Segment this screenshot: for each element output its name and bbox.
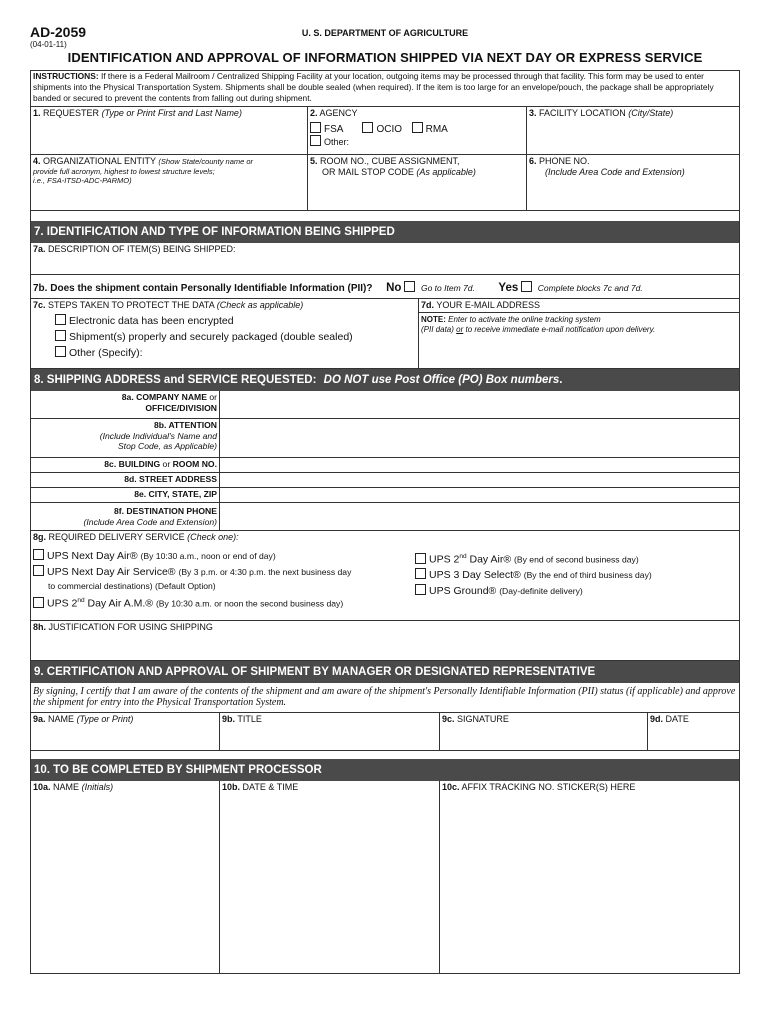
requester-field[interactable] [31,107,308,154]
8d-label: 8d. STREET ADDRESS [31,473,220,487]
ups-ground-label: UPS Ground® [429,584,497,597]
8b-label: 8b. ATTENTION [153,420,217,430]
form-header [30,22,740,70]
9a-number: 9a. [33,714,46,724]
9a-label: NAME [48,714,75,724]
9c-number: 9c. [442,714,455,724]
approver-title-field[interactable] [220,713,440,750]
9b-label: TITLE [237,714,262,724]
section-9-header: 9. CERTIFICATION AND APPROVAL OF SHIPMENT BY MANAGER OR DESIGNATED REPRESENTATIVE [30,661,740,683]
block1-number: 1. [33,108,41,118]
street-row [30,473,740,488]
8a-label: 8a. COMPANY NAME [121,392,207,402]
company-name-input[interactable] [220,391,739,418]
block4-label: ORGANIZATIONAL ENTITY [43,156,156,166]
other-protection-label: Other (Specify): [69,347,143,359]
agency-fsa-label: FSA [324,124,343,135]
ups-2nd-day-air-sup: nd [459,553,467,560]
pii-question-row [30,275,740,299]
ups-2nd-day-air-am-sup: nd [77,597,85,604]
8a-or: or [209,392,217,402]
ups-next-day-air-checkbox[interactable] [33,549,44,560]
pii-no-hint: Go to Item 7d. [420,283,475,293]
block4-hint1: (Show State/county name or [158,157,254,166]
8a-label2: OFFICE/DIVISION [145,402,217,413]
7d-number: 7d. [421,300,435,310]
ups-2nd-day-air-am-label-b: Day Air A.M.® [84,597,154,610]
form-number: AD-2059 [30,24,87,40]
destination-phone-input[interactable] [220,503,739,530]
8b-hint2: Stop Code, as Applicable) [117,441,217,451]
8c-or: or [162,459,171,469]
department-name: U. S. DEPARTMENT OF AGRICULTURE [301,28,469,38]
7a-number: 7a. [33,244,46,254]
7d-note2b: or [456,325,464,334]
ups-3-day-select-label: UPS 3 Day Select® [429,569,521,581]
certification-statement-row [30,683,740,713]
phone-number-field[interactable] [527,155,739,210]
9a-hint: (Type or Print) [76,714,134,724]
ups-next-day-air-label: UPS Next Day Air® [47,550,138,562]
8g-hint: (Check one): [187,532,239,542]
10c-number: 10c. [442,782,460,792]
ups-2nd-day-air-label-b: Day Air® [466,553,512,566]
7c-hint: (Check as applicable) [216,300,304,310]
form-revision: (04-01-11) [30,40,67,49]
10b-number: 10b. [222,782,241,792]
8c-label2: ROOM NO. [172,459,217,469]
section-8-header: 8. SHIPPING ADDRESS and SERVICE REQUESTED: DO NOT use Post Office (PO) Box numbers. [30,369,740,391]
block3-hint: (City/State) [628,108,674,118]
block6-number: 6. [529,156,537,166]
7d-note2a: (PII data) [421,325,454,334]
section-8-warning: DO NOT use Post Office (PO) Box numbers [323,374,560,386]
processor-row [30,781,740,974]
agency-rma-checkbox[interactable] [412,122,423,133]
block1-hint: (Type or Print First and Last Name) [101,108,242,118]
block6-hint: (Include Area Code and Extension) [545,167,685,177]
ups-next-day-air-detail: (By 10:30 a.m., noon or end of day) [140,551,276,561]
7d-note1: Enter to activate the online tracking system [448,315,601,324]
agency-rma-label: RMA [425,124,448,135]
8g-label: REQUIRED DELIVERY SERVICE [48,532,185,542]
7d-note2c: to receive immediate e-mail notification upon delivery. [465,325,656,334]
ups-2nd-day-air-checkbox[interactable] [415,553,426,564]
row-blocks-4-6 [30,155,740,211]
instructions-text: If there is a Federal Mailroom / Centralized Shipping Facility at your location, outgoing items may be processed through that facility. This form may be used to enter shipments into the Physical Transportation System. Shipments shall be double sealed (when required). If the item is too large for an envelope/pouch, the package shall be appropriately banded or secured to prevent the contents from falling out during shipment. [33,71,714,103]
ups-3-day-select-checkbox[interactable] [415,568,426,579]
agency-fsa-checkbox[interactable] [310,122,321,133]
ups-next-day-air-service-detail: (By 3 p.m. or 4:30 p.m. the next business day [178,566,352,577]
city-row [30,488,740,503]
block3-number: 3. [529,108,537,118]
ups-2nd-day-air-am-detail: (By 10:30 a.m. or noon the second business day) [155,598,344,609]
processor-initials-field[interactable] [31,781,220,973]
form-ad-2059 [30,22,740,974]
8f-label: 8f. DESTINATION PHONE [114,506,217,516]
row-blocks-1-3 [30,107,740,155]
attention-input[interactable] [220,419,739,457]
block4-hint3: i.e., FSA-ITSD-ADC-PARMO) [33,176,132,185]
room-number-field[interactable] [308,155,527,210]
9c-label: SIGNATURE [457,714,509,724]
block5-label: ROOM NO., CUBE ASSIGNMENT, [320,156,460,166]
section-10-header: 10. TO BE COMPLETED BY SHIPMENT PROCESSOR [30,759,740,781]
8g-number: 8g. [33,532,47,542]
block5-hint: (As applicable) [416,167,476,177]
agency-other-checkbox[interactable] [310,135,321,146]
justification-field[interactable] [30,621,740,661]
section-7-header: 7. IDENTIFICATION AND TYPE OF INFORMATION BEING SHIPPED [30,221,740,243]
block2-number: 2. [310,108,318,118]
pii-yes-hint: Complete blocks 7c and 7d. [537,283,643,293]
ups-next-day-air-service-detail2: to commercial destinations) (Default Option) [48,581,216,591]
ups-next-day-air-service-checkbox[interactable] [33,565,44,576]
packaged-label: Shipment(s) properly and securely packaged (double sealed) [69,331,353,343]
other-protection-checkbox[interactable] [55,346,66,357]
ups-ground-detail: (Day-definite delivery) [499,585,583,596]
8b-hint1: (Include Individual's Name and [99,430,217,441]
signature-field[interactable] [440,713,648,750]
block3-label: FACILITY LOCATION [539,108,626,118]
destination-phone-row [30,503,740,531]
processor-datetime-field[interactable] [220,781,440,973]
7a-label: DESCRIPTION OF ITEM(S) BEING SHIPPED: [48,244,236,254]
7d-note-label: NOTE: [421,315,446,324]
spacer-10 [30,751,740,759]
street-input[interactable] [220,473,739,487]
ups-2nd-day-air-am-label-a: UPS 2 [47,597,78,610]
form-title: IDENTIFICATION AND APPROVAL OF INFORMATION SHIPPED VIA NEXT DAY OR EXPRESS SERVICE [67,50,703,65]
delivery-service-row [30,531,740,621]
approver-name-field[interactable] [31,713,220,750]
block5-number: 5. [310,156,318,166]
7b-question: Does the shipment contain Personally Identifiable Information (PII)? [50,283,373,294]
agency-field [308,107,527,154]
approval-row [30,713,740,751]
agency-ocio-checkbox[interactable] [362,122,373,133]
row-7c-7d [30,299,740,369]
encrypted-label: Electronic data has been encrypted [69,315,234,327]
ups-ground-checkbox[interactable] [415,584,426,595]
10a-hint: (Initials) [81,782,114,792]
description-field[interactable] [30,243,740,275]
8e-label: 8e. CITY, STATE, ZIP [31,488,220,502]
ups-next-day-air-service-label: UPS Next Day Air Service® [47,565,176,578]
email-address-field[interactable] [419,299,739,368]
block2-label: AGENCY [319,108,358,118]
block6-label: PHONE NO. [539,156,590,166]
8f-hint: (Include Area Code and Extension) [83,516,217,527]
block5-label2: OR MAIL STOP CODE [322,167,414,177]
7b-number: 7b. [33,283,48,294]
7c-number: 7c. [33,300,46,310]
ups-2nd-day-air-detail: (By end of second business day) [514,554,639,565]
block4-number: 4. [33,156,41,166]
approval-date-field[interactable] [648,713,739,750]
instructions [30,70,740,107]
block1-label: REQUESTER [43,108,100,118]
building-input[interactable] [220,458,739,472]
10a-number: 10a. [33,782,51,792]
building-row [30,458,740,473]
block4-hint2: provide full acronym, highest to lowest structure levels; [33,167,215,176]
pii-no-checkbox[interactable] [404,281,415,292]
instructions-label: INSTRUCTIONS: [33,71,99,81]
10c-label: AFFIX TRACKING NO. STICKER(S) HERE [461,782,636,792]
8h-label: JUSTIFICATION FOR USING SHIPPING [48,622,213,632]
pii-yes-label: Yes [498,282,519,294]
encrypted-checkbox[interactable] [55,314,66,325]
9b-number: 9b. [222,714,236,724]
7d-label: YOUR E-MAIL ADDRESS [436,300,541,310]
8h-number: 8h. [33,622,47,632]
pii-yes-checkbox[interactable] [521,281,532,292]
9d-number: 9d. [650,714,664,724]
agency-ocio-label: OCIO [376,124,403,135]
tracking-sticker-area[interactable] [440,781,739,973]
city-state-zip-input[interactable] [220,488,739,502]
10a-label: NAME [53,782,80,792]
pii-no-label: No [386,282,402,294]
spacer-7 [30,211,740,221]
7c-label: STEPS TAKEN TO PROTECT THE DATA [48,300,215,310]
ups-2nd-day-air-am-checkbox[interactable] [33,597,44,608]
facility-location-field[interactable] [527,107,739,154]
packaged-checkbox[interactable] [55,330,66,341]
protection-steps [31,299,419,368]
10b-label: DATE & TIME [242,782,299,792]
attention-row [30,419,740,458]
section-8-title: 8. SHIPPING ADDRESS and SERVICE REQUESTED: [34,374,317,386]
organizational-entity-field[interactable] [31,155,308,210]
company-name-row [30,391,740,419]
9d-label: DATE [665,714,689,724]
certification-statement: By signing, I certify that I am aware of the contents of the shipment and am aware of the shipment's Personally Identifiable Information (PII) status (if applicable) and approve the shipment for entry into the Physical Transportation System. [33,686,736,708]
agency-other-label: Other: [324,137,350,147]
ups-2nd-day-air-label-a: UPS 2 [429,553,460,566]
8c-label: 8c. BUILDING [104,459,161,469]
ups-3-day-select-detail: (By the end of third business day) [523,570,652,580]
